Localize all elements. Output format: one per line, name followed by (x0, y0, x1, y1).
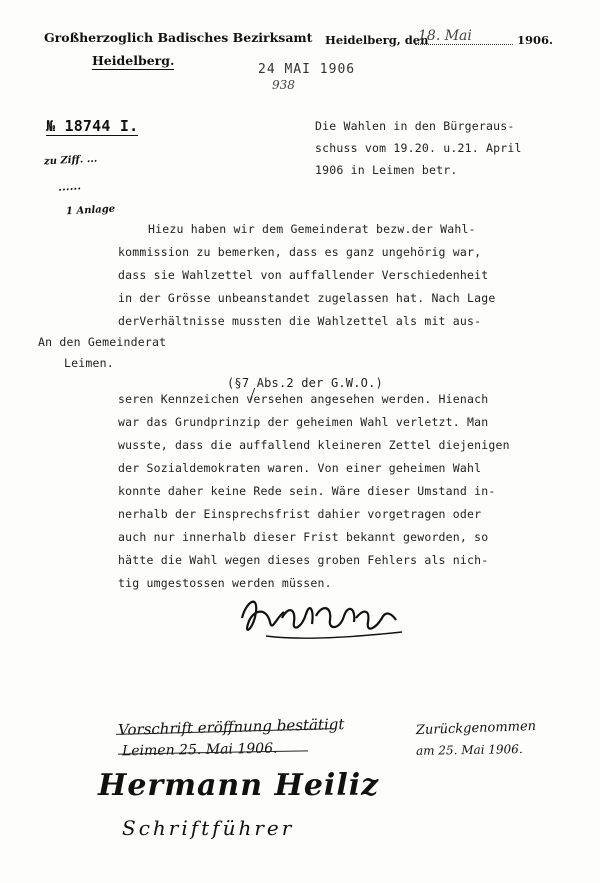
reference-number: № 18744 I. (46, 117, 139, 135)
received-stamp-date: 24 MAI 1906 (258, 62, 356, 77)
footer-signature-name: Hermann Heiliz (98, 768, 380, 803)
body-line-5: derVerhältnisse mussten die Wahlzettel als mit aus- (118, 314, 482, 328)
subject-line-3: 1906 in Leimen betr. (315, 163, 458, 177)
marginal-note-2: ...... (57, 179, 82, 194)
marginal-note-3: 1 Anlage (65, 203, 116, 218)
official-signature (236, 588, 416, 648)
marginal-note-1: zu Ziff. ... (43, 153, 98, 168)
body-line-2: kommission zu bemerken, dass es ganz ungehörig war, (118, 245, 482, 259)
body-line-13: hätte die Wahl wegen dieses groben Fehlers als nich- (118, 553, 489, 567)
footer-right-line-1: Zurückgenommen (415, 718, 537, 739)
body-line-6: seren Kennzeichen versehen angesehen werden. Hienach (118, 392, 489, 406)
body-line-11: nerhalb der Einsprechsfrist dahier vorgetragen oder (118, 507, 482, 521)
handwritten-date: 18. Mai (418, 28, 472, 44)
addressee-line-1: An den Gemeinderat (38, 335, 167, 349)
addressee-line-2: Leimen. (64, 356, 114, 370)
office-name: Großherzoglich Badisches Bezirksamt (44, 30, 313, 45)
footer-right-line-2: am 25. Mai 1906. (415, 742, 523, 758)
date-dotted-line (415, 44, 513, 45)
body-line-7: war das Grundprinzip der geheimen Wahl verletzt. Man (118, 415, 489, 429)
subject-line-1: Die Wahlen in den Bürgeraus- (315, 119, 515, 133)
footer-left-line-1: Vorschrift eröffnung bestätigt (117, 715, 345, 739)
body-line-8: wusste, dass die auffallend kleineren Zettel diejenigen (118, 438, 510, 452)
body-line-1: Hiezu haben wir dem Gemeinderat bezw.der Wahl- (148, 222, 476, 236)
body-line-14: tig umgestossen werden müssen. (118, 576, 332, 590)
office-city: Heidelberg. (92, 53, 175, 68)
body-line-4: in der Grösse unbeanstandet zugelassen hat. Nach Lage (118, 291, 496, 305)
footer-left-line-2: Leimen 25. Mai 1906. (121, 740, 278, 760)
footer-signature-title: Schriftführer (122, 816, 295, 840)
body-line-3: dass sie Wahlzettel von auffallender Verschiedenheit (118, 268, 489, 282)
body-insertion: (§7 Abs.2 der G.W.O.) (227, 376, 383, 390)
body-line-10: konnte daher keine Rede sein. Wäre dieser Umstand in- (118, 484, 496, 498)
subject-line-2: schuss vom 19.20. u.21. April (315, 141, 522, 155)
received-stamp-number: 938 (272, 78, 295, 92)
letterhead-year: 1906. (517, 33, 554, 47)
place-date-label: Heidelberg, den (325, 33, 429, 47)
body-line-9: der Sozialdemokraten waren. Von einer geheimen Wahl (118, 461, 482, 475)
body-line-12: auch nur innerhalb dieser Frist bekannt geworden, so (118, 530, 489, 544)
